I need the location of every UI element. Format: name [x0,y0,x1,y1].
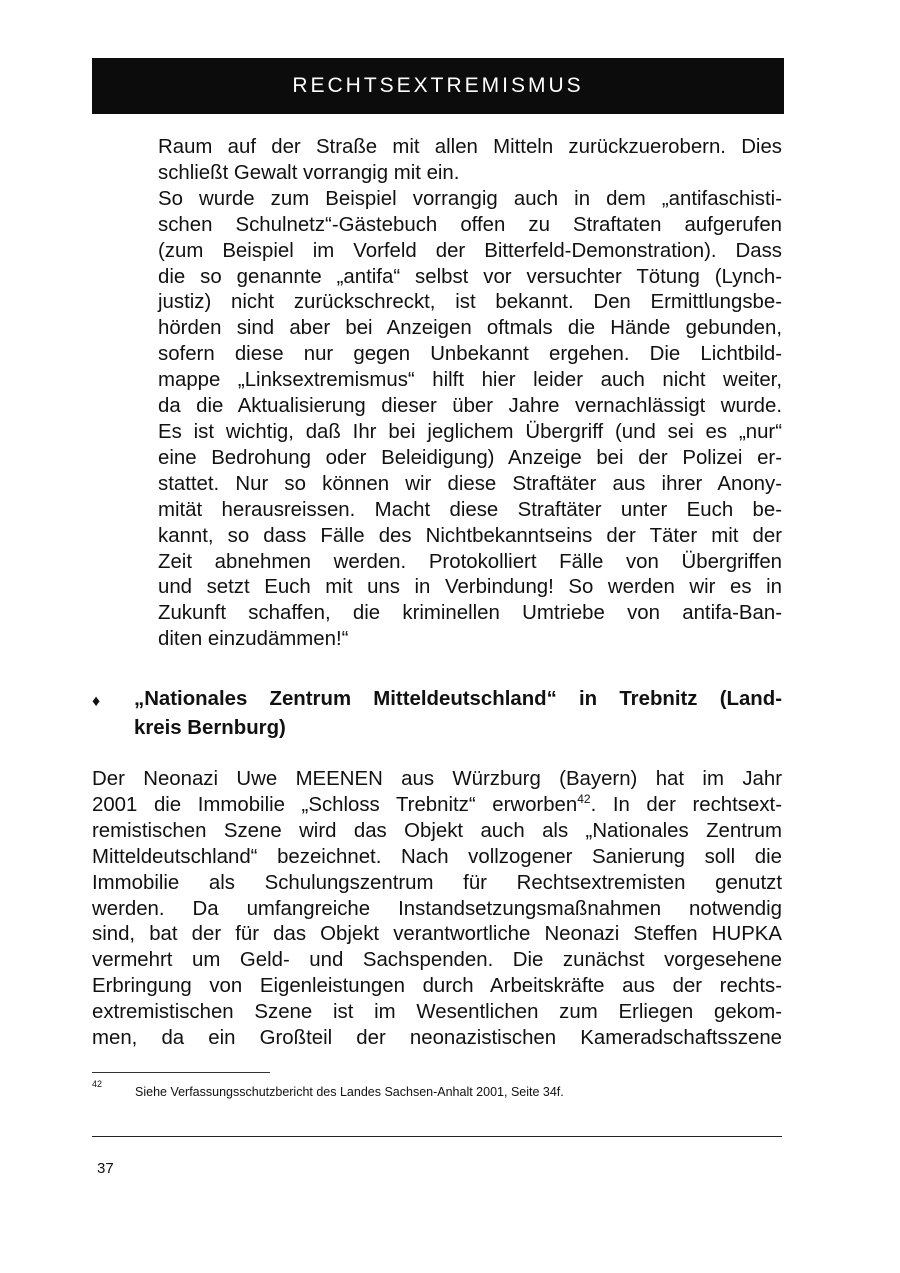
section-heading-line: „Nationales Zentrum Mitteldeutschland“ in Trebnitz (Land- [134,688,782,710]
quote-line: diten einzudämmen!“ [158,628,349,651]
quote-line: kannt, so dass Fälle des Nichtbekanntseins der Täter mit der [158,524,782,547]
body-line: remistischen Szene wird das Objekt auch als „Nationales Zentrum [92,819,782,842]
quote-line: Raum auf der Straße mit allen Mitteln zurückzuerobern. Dies [158,136,782,158]
body-line: Erbringung von Eigenleistungen durch Arbeitskräfte aus der rechts- [92,975,782,998]
quote-line: die so genannte „antifa“ selbst vor versuchter Tötung (Lynch- [158,265,782,288]
quote-line: sofern diese nur gegen Unbekannt ergehen. Die Lichtbild- [158,343,782,366]
running-header-title: RECHTSEXTREMISMUS [292,74,584,97]
diamond-bullet-icon: ♦ [92,693,101,710]
quote-line: da die Aktualisierung dieser über Jahre vernachlässigt wurde. [158,395,782,418]
quote-line: stattet. Nur so können wir diese Straftäter aus ihrer Anony- [158,472,782,495]
quote-line: hörden sind aber bei Anzeigen oftmals die Hände gebunden, [158,317,782,340]
quote-line: So wurde zum Beispiel vorrangig auch in dem „antifaschisti- [158,187,782,210]
quote-line: eine Bedrohung oder Beleidigung) Anzeige bei der Polizei er- [158,446,782,469]
quote-line: Zukunft schaffen, die kriminellen Umtriebe von antifa-Ban- [158,602,782,625]
footnote-number: 42 [92,1079,103,1089]
page-number: 37 [97,1160,114,1177]
quote-block [158,135,782,653]
quote-line: Zeit abnehmen werden. Protokolliert Fälle von Übergriffen [158,550,782,573]
body-line: vermehrt um Geld- und Sachspenden. Die zunächst vorgesehene [92,949,782,972]
quote-line: mität herausreissen. Macht diese Straftäter unter Euch be- [158,498,782,521]
footnote-divider [92,1072,270,1073]
quote-line: und setzt Euch mit uns in Verbindung! So werden wir es in [158,576,782,599]
body-line: Immobilie als Schulungszentrum für Rechtsextremisten genutzt [92,871,782,894]
quote-line: (zum Beispiel im Vorfeld der Bitterfeld-Demonstration). Dass [158,239,782,262]
body-line: extremistischen Szene ist im Wesentlichen zum Erliegen gekom- [92,1001,782,1024]
section-heading-line: kreis Bernburg) [134,717,286,739]
footnote-reference[interactable]: 42 [577,792,591,807]
body-line: Mitteldeutschland“ bezeichnet. Nach vollzogener Sanierung soll die [92,845,782,868]
quote-line: schen Schulnetz“-Gästebuch offen zu Straftaten aufgerufen [158,213,782,236]
body-line: men, da ein Großteil der neonazistischen Kameradschaftsszene [92,1027,782,1050]
body-paragraph [92,767,782,1052]
quote-line: schließt Gewalt vorrangig mit ein. [158,161,460,184]
running-header [92,58,784,114]
page-footer-divider [92,1136,782,1137]
quote-line: justiz) nicht zurückschreckt, ist bekannt. Den Ermittlungsbe- [158,291,782,314]
body-line-text: 2001 die Immobilie „Schloss Trebnitz“ erworben [92,793,578,816]
body-line: Der Neonazi Uwe MEENEN aus Würzburg (Bayern) hat im Jahr [92,768,782,790]
body-line: sind, bat der für das Objekt verantwortliche Neonazi Steffen HUPKA [92,923,782,946]
quote-line: Es ist wichtig, daß Ihr bei jeglichem Übergriff (und sei es „nur“ [158,420,782,443]
footnote-text: Siehe Verfassungsschutzbericht des Landes Sachsen-Anhalt 2001, Seite 34f. [135,1085,564,1099]
quote-line: mappe „Linksextremismus“ hilft hier leider auch nicht weiter, [158,369,782,392]
body-line [92,793,782,819]
body-line-text: . In der rechtsext- [590,793,782,816]
section-heading-text [134,685,782,743]
body-line: werden. Da umfangreiche Instandsetzungsmaßnahmen notwendig [92,897,782,920]
